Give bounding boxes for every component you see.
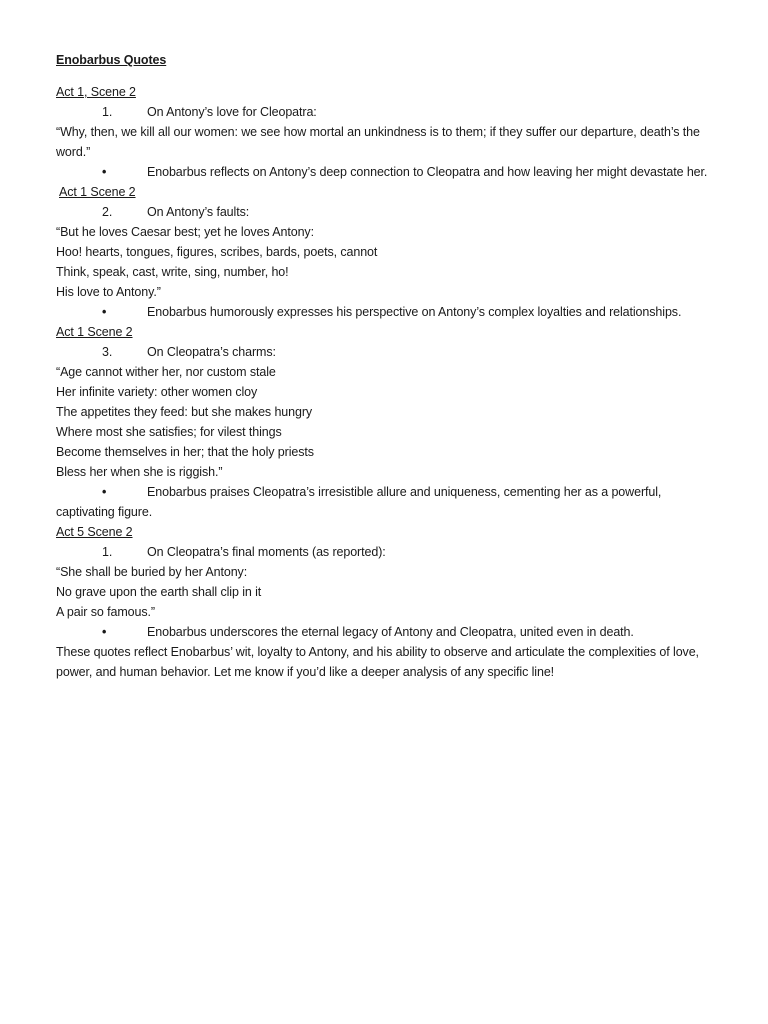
quote-section	[56, 522, 716, 642]
quote-section	[56, 82, 716, 182]
commentary-text: Enobarbus reflects on Antony’s deep connection to Cleopatra and how leaving her might devastate her.	[147, 165, 708, 179]
commentary-text: Enobarbus underscores the eternal legacy of Antony and Cleopatra, united even in death.	[147, 625, 634, 639]
quote-section	[56, 182, 716, 322]
section-heading: Act 1 Scene 2	[59, 185, 136, 199]
quote-line: Bless her when she is riggish.”	[56, 465, 223, 479]
commentary-text: Enobarbus praises Cleopatra’s irresistible allure and uniqueness, cementing her as a powerful, captivating figure.	[56, 485, 662, 519]
commentary-bullet	[56, 622, 716, 642]
quote-line: Hoo! hearts, tongues, figures, scribes, bards, poets, cannot	[56, 245, 378, 259]
list-number: 1.	[102, 545, 113, 559]
commentary-text: Enobarbus humorously expresses his perspective on Antony’s complex loyalties and relationships.	[147, 305, 682, 319]
quote-line: No grave upon the earth shall clip in it	[56, 585, 262, 599]
commentary-bullet	[56, 302, 716, 322]
numbered-topic	[56, 342, 716, 362]
quote-line: His love to Antony.”	[56, 285, 161, 299]
document-page	[56, 50, 716, 682]
quote-line: The appetites they feed: but she makes hungry	[56, 405, 313, 419]
conclusion-paragraph: These quotes reflect Enobarbus’ wit, loyalty to Antony, and his ability to observe and articulate the complexities of love, power, and human behavior. Let me know if you’d like a deeper analysis of any specific line!	[56, 645, 699, 679]
quote-section	[56, 322, 716, 522]
list-number: 2.	[102, 205, 113, 219]
bullet-icon: •	[102, 625, 107, 639]
commentary-bullet	[56, 162, 716, 182]
bullet-icon: •	[102, 165, 107, 179]
quote-line: “Age cannot wither her, nor custom stale	[56, 365, 276, 379]
section-heading: Act 1 Scene 2	[56, 325, 133, 339]
topic-text: On Antony’s faults:	[147, 205, 250, 219]
section-heading: Act 5 Scene 2	[56, 525, 133, 539]
list-number: 1.	[102, 105, 113, 119]
topic-text: On Antony’s love for Cleopatra:	[147, 105, 317, 119]
quote-line: “She shall be buried by her Antony:	[56, 565, 248, 579]
numbered-topic	[56, 102, 716, 122]
section-heading: Act 1, Scene 2	[56, 85, 136, 99]
commentary-bullet	[56, 482, 716, 522]
quote-line: Her infinite variety: other women cloy	[56, 385, 258, 399]
numbered-topic	[56, 202, 716, 222]
numbered-topic	[56, 542, 716, 562]
list-number: 3.	[102, 345, 113, 359]
topic-text: On Cleopatra’s charms:	[147, 345, 276, 359]
quote-line: Think, speak, cast, write, sing, number, ho!	[56, 265, 289, 279]
document-title: Enobarbus Quotes	[56, 53, 167, 67]
bullet-icon: •	[102, 305, 107, 319]
quote-line: Where most she satisfies; for vilest things	[56, 425, 282, 439]
quote-line: “But he loves Caesar best; yet he loves Antony:	[56, 225, 314, 239]
topic-text: On Cleopatra’s final moments (as reported):	[147, 545, 386, 559]
quote-line: “Why, then, we kill all our women: we see how mortal an unkindness is to them; if they suffer our departure, death’s the word.”	[56, 125, 700, 159]
bullet-icon: •	[102, 485, 107, 499]
quote-line: A pair so famous.”	[56, 605, 155, 619]
quote-line: Become themselves in her; that the holy priests	[56, 445, 314, 459]
